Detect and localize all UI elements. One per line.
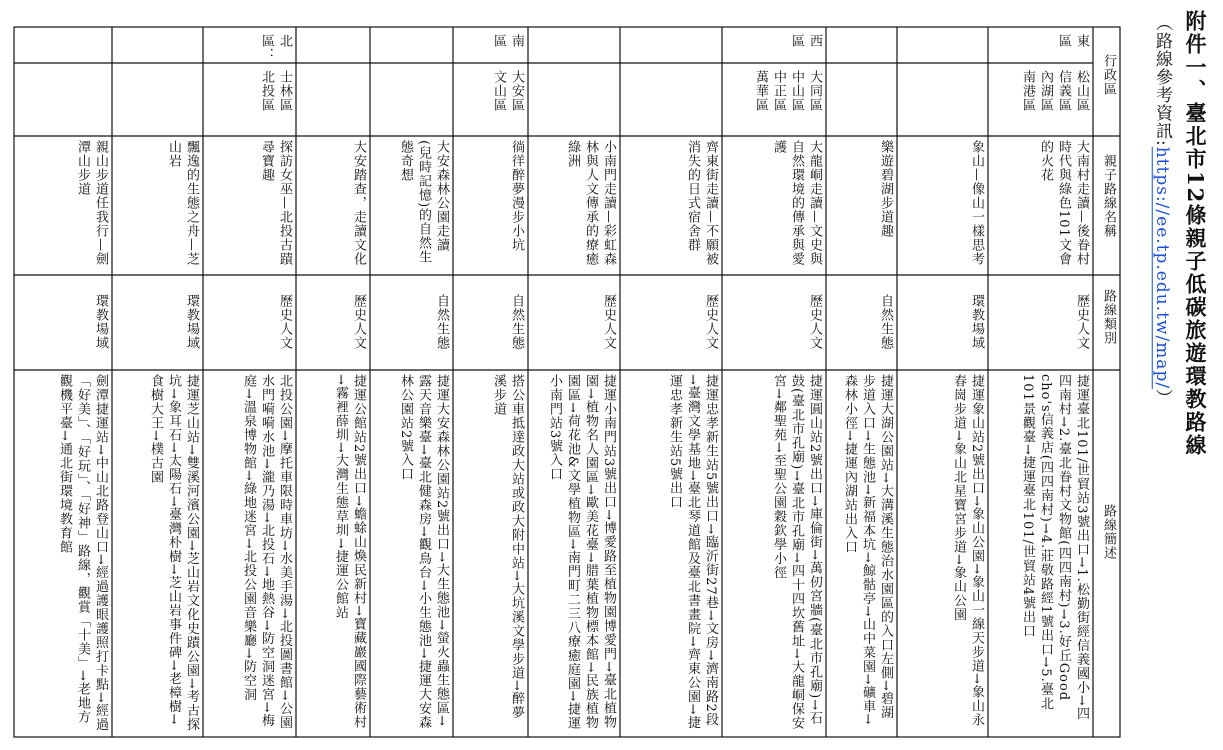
route-description: 劍潭捷運站→中山北路登山口→經過護眼護照打卡點→經過「好美」、「好玩」、「好神」路線，觀賞「十美」→老地方觀機平臺→通北街環境教育館 [57, 374, 108, 732]
districts-west: 大同區 中山區 中正區 萬華區 [753, 70, 822, 112]
route-category: 歷史人文 [277, 294, 292, 350]
route-name: 大南村走讀—後眷村時代與綠色101文會的火花 [1038, 140, 1089, 266]
route-name: 大安森林公園走讀(兒時記憶)的自然生態奇想 [398, 140, 449, 265]
route-description: 捷運公館站2號出口→蟾蜍山煥民新村→寶藏巖國際藝術村→霧裡薛圳→大灣生態草圳→捷運公館站 [333, 374, 366, 730]
route-category: 歷史人文 [807, 294, 822, 350]
route-category: 環教場域 [93, 294, 108, 350]
region-east: 東區 [1056, 34, 1089, 48]
districts-south: 大安區 文山區 [491, 70, 524, 112]
region-north: 北區： [259, 34, 292, 62]
subtitle-suffix: ） [1152, 389, 1172, 408]
route-category: 歷史人文 [1074, 294, 1089, 350]
page-title: 附件一、臺北市12條親子低碳旅遊環教路線 [1183, 10, 1208, 458]
route-description: 搭公車抵達政大站或政大附中站→大坑溪文學步道→醉夢溪步道 [491, 374, 524, 720]
route-description: 捷運象山站2號出口→象山公園→象山一線天步道→象山永春崗步道→象山北星寶宮步道→象山公園 [951, 374, 984, 727]
route-name: 小南門走讀—彩虹森林與人文傳承的療癒綠洲 [565, 140, 616, 266]
header-route: 路線簡述 [1101, 504, 1116, 560]
route-name: 親山步道任我行—劍潭山步道 [75, 140, 108, 266]
districts-north: 士林區 北投區 [259, 70, 292, 112]
page-subtitle [1150, 14, 1175, 407]
route-category: 歷史人文 [351, 294, 366, 350]
route-name: 大安踏查，走讀文化 [351, 140, 366, 266]
route-info-link[interactable]: https://ee.tp.edu.tw/map/ [1152, 146, 1172, 390]
route-category: 自然生態 [878, 294, 893, 350]
districts-east: 松山區 信義區 內湖區 南港區 [1020, 70, 1089, 112]
route-description: 捷運大安森林公園站2號出口→大生態池→螢火蟲生態區→露天音樂臺→臺北健森房→觀鳥台→小生態池→捷運大安森林公園站2號入口 [398, 374, 449, 730]
route-category: 自然生態 [509, 294, 524, 350]
route-category: 自然生態 [434, 294, 449, 350]
route-name: 徜徉醉夢漫步小坑 [509, 140, 524, 252]
route-description: 捷運圓山站2號出口→庫倫街→萬仞宮牆(臺北市孔廟)→石鼓(臺北市孔廟)→臺北市孔廟→四十四坎舊址→大龍峒保安宮→鄰聖苑→至聖公園穀欽學小徑 [771, 374, 822, 730]
header-name: 親子路線名稱 [1101, 154, 1116, 238]
route-name: 樂遊碧湖步道趣 [878, 140, 893, 238]
route-category: 環教場域 [184, 294, 199, 350]
route-description: 捷運大湖公園站→大溝溪生態治水園區的入口左側→碧湖步道入口→生態池→新福本坑→鯨骷亭→山中菜園→礦車→森林小徑→捷運內湖站出入口 [842, 374, 893, 726]
route-name: 探訪女巫—北投古蹟尋寶趣 [259, 140, 292, 266]
header-district: 行政區 [1101, 54, 1116, 96]
route-category: 環教場域 [969, 294, 984, 350]
header-category: 路線類別 [1101, 289, 1116, 345]
region-south: 南區 [491, 34, 524, 48]
route-category: 歷史人文 [601, 294, 616, 350]
route-category: 歷史人文 [703, 294, 718, 350]
route-name: 飄逸的生態之舟—芝山岩 [166, 140, 199, 266]
route-description: 捷運小南門站3號出口→博愛路至植物園博愛門→臺北植物園→植物名人園區→歐美花臺→腊葉植物標本館→民族植物園區→荷花池&文學植物區→南門町二三八療癒庭園→捷運小南門站3號入口 [547, 374, 616, 731]
region-west: 西區 [789, 34, 822, 48]
route-description: 捷運臺北101/世貿站3號出口→1.松勤街經信義國小→四四南村→2.臺北眷村文物館(四四南村)→3.好丘Good cho's信義店(四四南村)→4.莊敬路經1號出口→5.臺北101景觀臺→捷運臺北101/世貿站4號出口 [1020, 374, 1089, 721]
route-name: 齊東街走讀—不願被消失的日式宿舍群 [685, 140, 718, 266]
route-description: 捷運忠孝新生站5號出口→臨沂街27巷→文房→濟南路2段→臺灣文學基地→臺北琴道館及臺北書畫院→齊東公園→捷運忠孝新生站5號出口 [667, 374, 718, 730]
route-name: 大龍峒走讀—文史與自然環境的傳承與愛護 [771, 140, 822, 266]
route-name: 象山—像山一樣思考 [969, 140, 984, 266]
subtitle-prefix: （路線參考資訊: [1152, 14, 1172, 147]
route-description: 北投公園→摩托車限時車坊→水美手湯→北投圖書館→公園水門嗬嗬水池→瀧乃湯→北投石→地熱谷→防空洞迷宮→梅庭→溫泉博物館→綠地迷宮→北投公園音樂廳→防空洞 [241, 374, 292, 730]
route-description: 捷運芝山站→雙溪河濱公園→芝山岩文化史蹟公園→考古探坑→象耳石→太陽石→臺灣朴樹→芝山岩事件碑→老樟樹→食樹大王→樸古園 [148, 374, 199, 732]
